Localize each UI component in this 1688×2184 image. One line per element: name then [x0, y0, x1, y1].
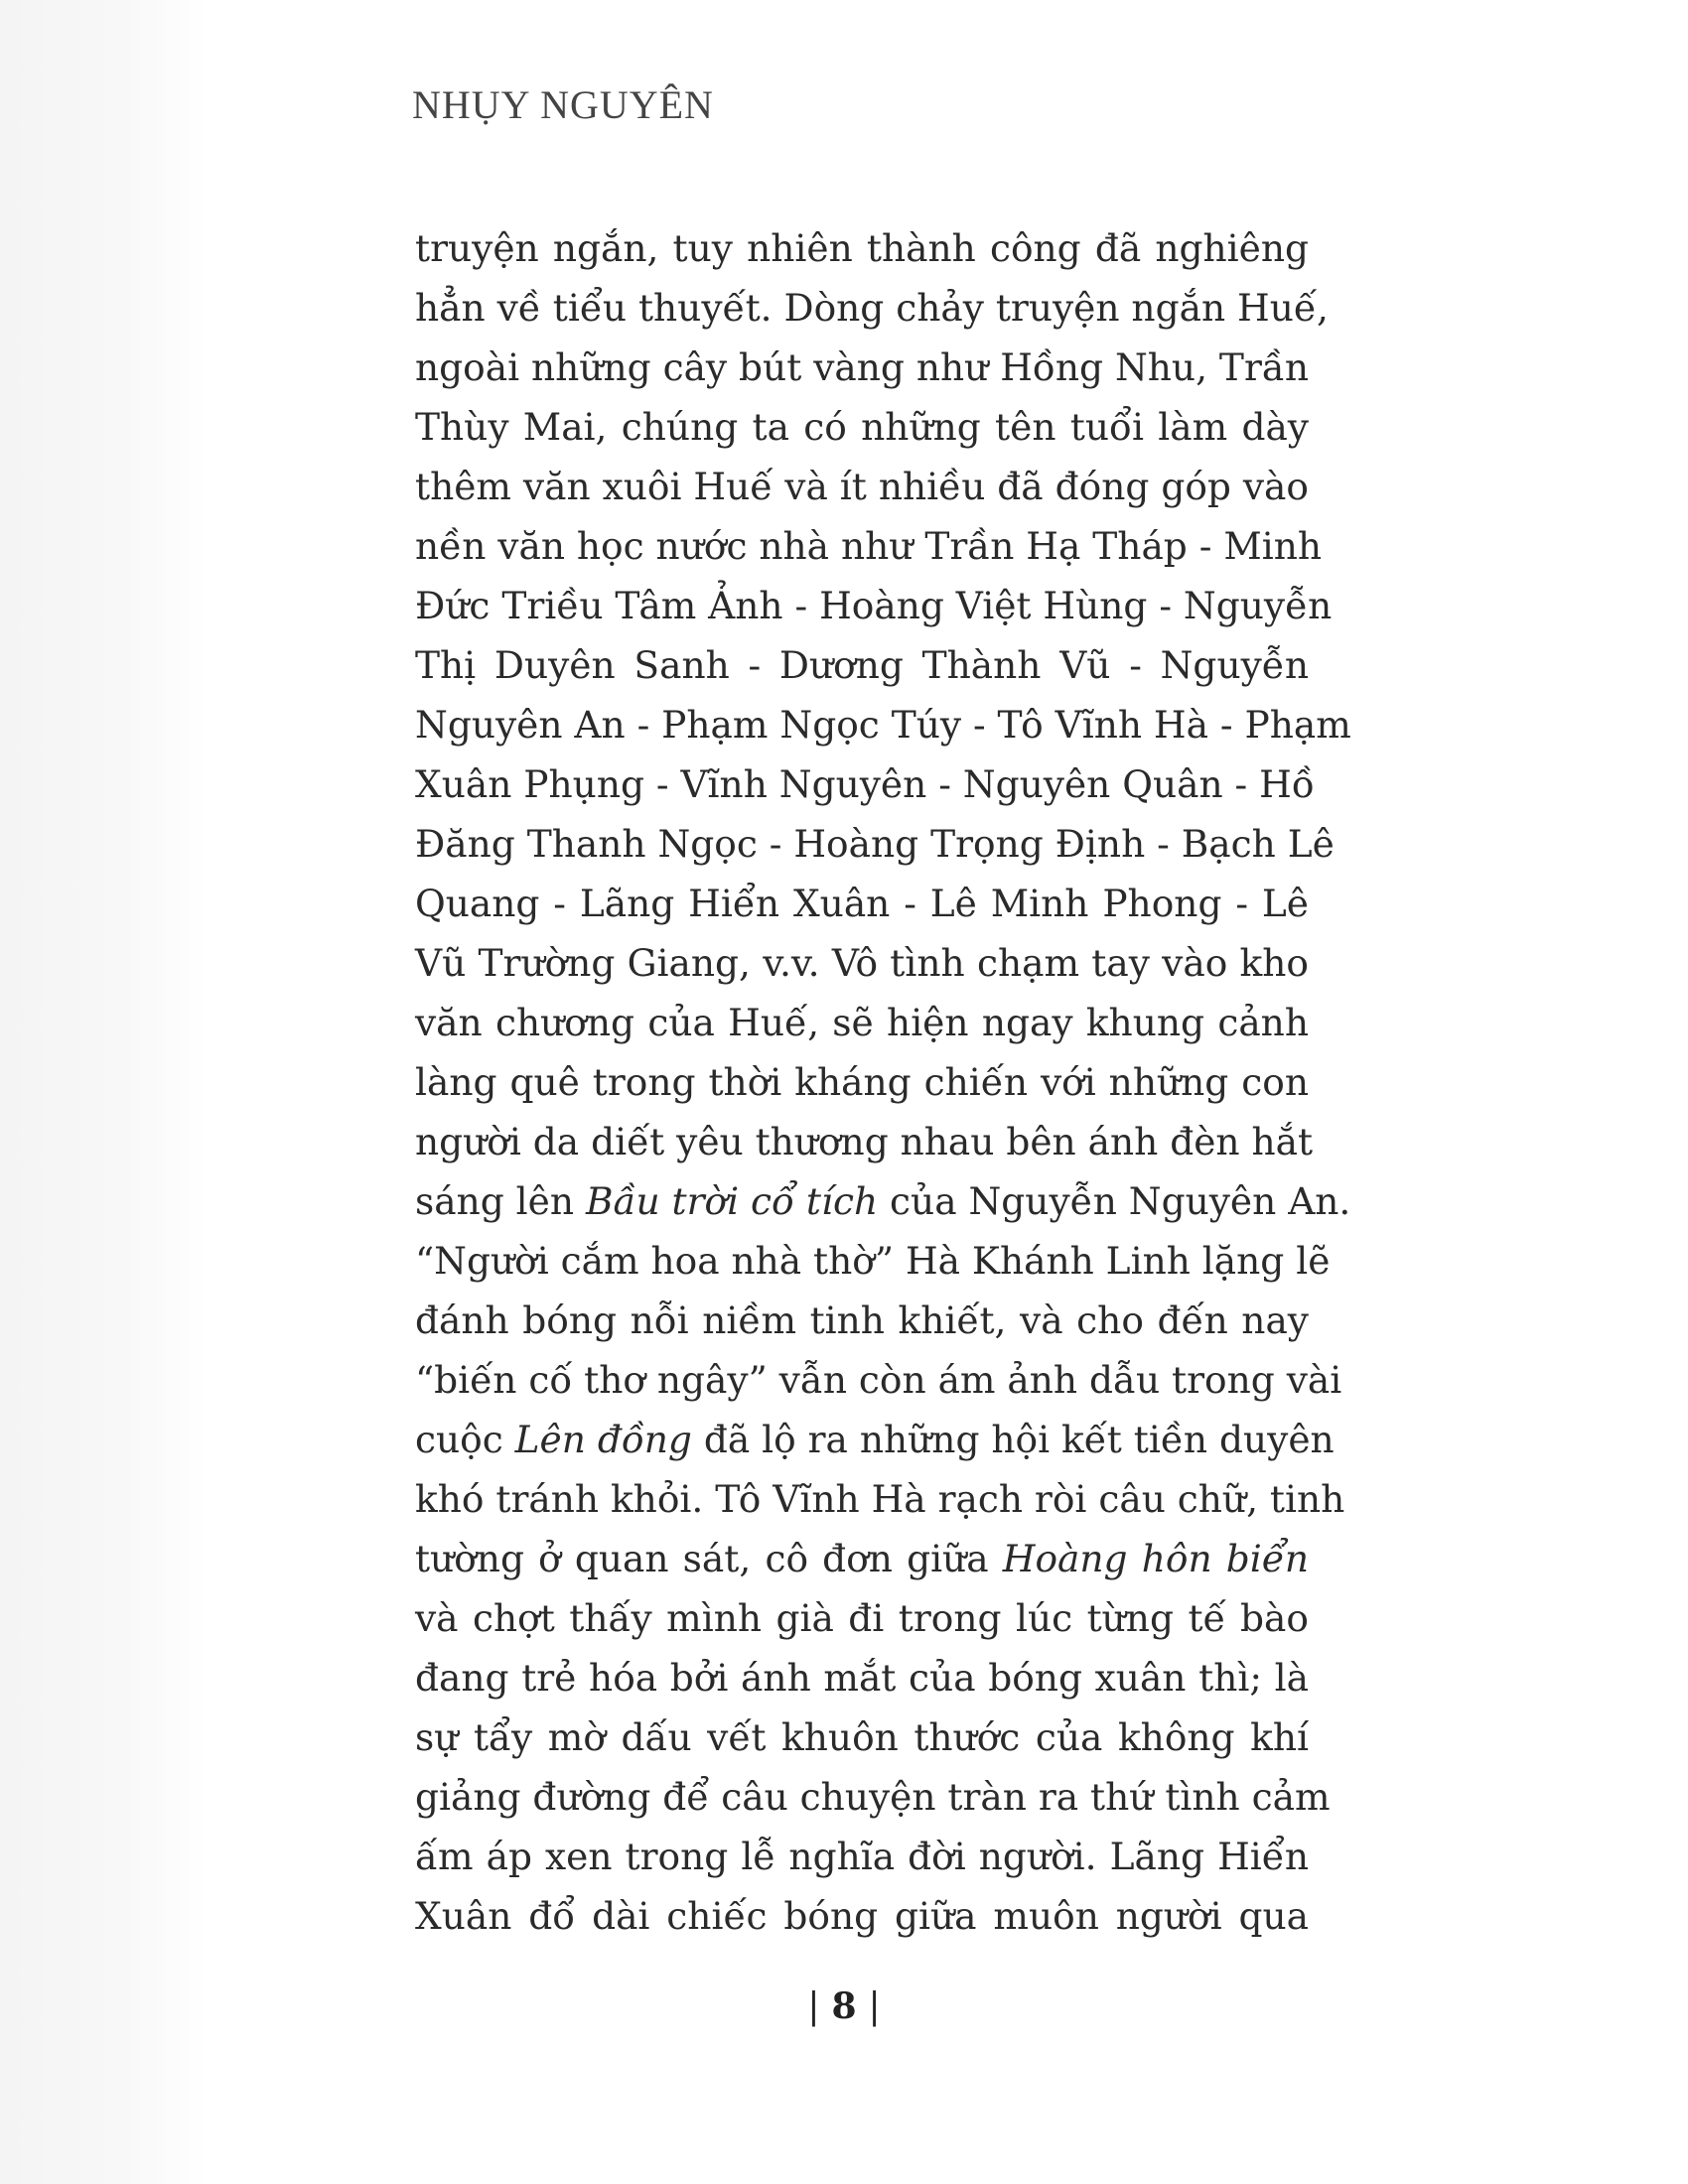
- text-line: “Người cắm hoa nhà thờ” Hà Khánh Linh lặng lẽ: [415, 1239, 1331, 1283]
- text-line: khó tránh khỏi. Tô Vĩnh Hà rạch ròi câu chữ, tinh: [415, 1477, 1345, 1521]
- page-number-footer: [0, 1985, 1688, 2027]
- scan-edge-shading: [0, 0, 209, 2184]
- book-title-italic: Lên đồng: [514, 1418, 692, 1461]
- text-line: đánh bóng nỗi niềm tinh khiết, và cho đến nay: [415, 1298, 1309, 1342]
- text-line: Đăng Thanh Ngọc - Hoàng Trọng Định - Bạch Lê: [415, 822, 1335, 866]
- text-line: thêm văn xuôi Huế và ít nhiều đã đóng góp vào: [415, 465, 1309, 508]
- text-line: hẳn về tiểu thuyết. Dòng chảy truyện ngắn Huế,: [415, 286, 1329, 330]
- text-line: người da diết yêu thương nhau bên ánh đèn hắt: [415, 1120, 1314, 1163]
- text-line: Quang - Lãng Hiển Xuân - Lê Minh Phong - Lê: [415, 882, 1309, 925]
- book-title-italic: Hoàng hôn biển: [1002, 1537, 1309, 1580]
- text-line: Xuân Phụng - Vĩnh Nguyên - Nguyên Quân - Hồ: [415, 762, 1315, 806]
- text-line: Nguyên An - Phạm Ngọc Túy - Tô Vĩnh Hà - Phạm: [415, 703, 1351, 747]
- text-line: tường ở quan sát, cô đơn giữa Hoàng hôn biển: [415, 1537, 1309, 1580]
- text-line: cuộc Lên đồng đã lộ ra những hội kết tiền duyên: [415, 1418, 1335, 1461]
- text-line: Thị Duyên Sanh - Dương Thành Vũ - Nguyễn: [415, 643, 1309, 687]
- page-number-separator: |: [807, 1986, 820, 2027]
- book-title-italic: Bầu trời cổ tích: [585, 1179, 879, 1223]
- text-line: Thùy Mai, chúng ta có những tên tuổi làm dày: [415, 405, 1309, 449]
- text-line: nền văn học nước nhà như Trần Hạ Tháp - Minh: [415, 524, 1323, 568]
- body-text: [415, 218, 1351, 1946]
- text-line: ngoài những cây bút vàng như Hồng Nhu, Trần: [415, 345, 1309, 389]
- page-number-separator: |: [868, 1986, 881, 2027]
- text-line: đang trẻ hóa bởi ánh mắt của bóng xuân thì; là: [415, 1656, 1309, 1700]
- text-line: “biến cố thơ ngây” vẫn còn ám ảnh dẫu trong vài: [415, 1358, 1342, 1402]
- running-header: NHỤY NGUYÊN: [412, 82, 714, 127]
- text-line: giảng đường để câu chuyện tràn ra thứ tình cảm: [415, 1775, 1331, 1819]
- text-line: Xuân đổ dài chiếc bóng giữa muôn người qua: [415, 1894, 1309, 1938]
- text-line: Vũ Trường Giang, v.v. Vô tình chạm tay vào kho: [415, 941, 1309, 985]
- text-line: và chợt thấy mình già đi trong lúc từng tế bào: [415, 1596, 1309, 1640]
- text-line: truyện ngắn, tuy nhiên thành công đã nghiêng: [415, 226, 1309, 270]
- text-line: sáng lên Bầu trời cổ tích của Nguyễn Nguyên An.: [415, 1179, 1351, 1223]
- text-line: sự tẩy mờ dấu vết khuôn thước của không khí: [415, 1715, 1309, 1759]
- text-line: Đức Triều Tâm Ảnh - Hoàng Việt Hùng - Nguyễn: [415, 584, 1333, 627]
- text-line: ấm áp xen trong lễ nghĩa đời người. Lãng Hiển: [415, 1835, 1309, 1878]
- page-number: 8: [831, 1985, 857, 2027]
- text-line: làng quê trong thời kháng chiến với những con: [415, 1060, 1309, 1104]
- text-line: văn chương của Huế, sẽ hiện ngay khung cảnh: [415, 1001, 1309, 1044]
